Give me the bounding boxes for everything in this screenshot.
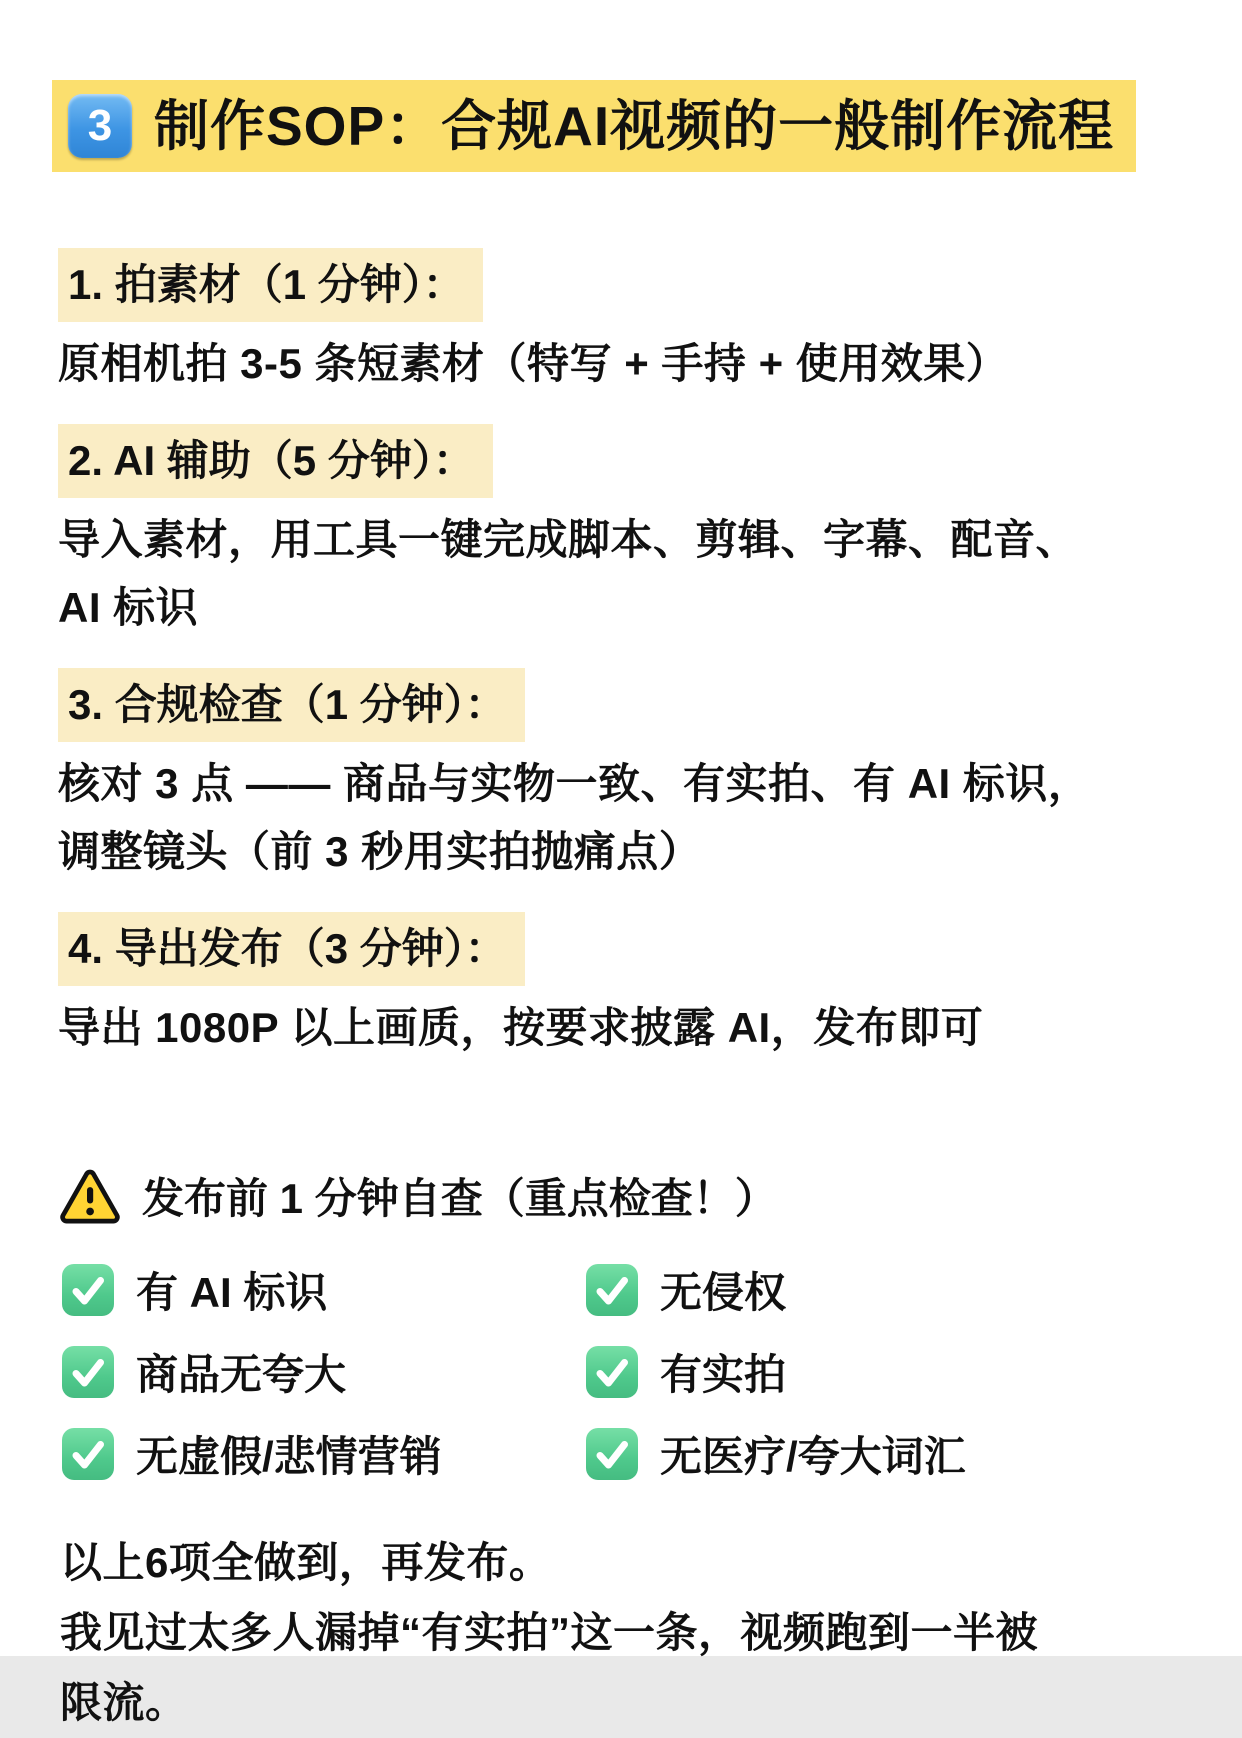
checklist-item	[584, 1342, 1186, 1402]
checklist-item-label: 商品无夸大	[136, 1351, 347, 1398]
check-icon	[584, 1426, 640, 1482]
step-4-heading: 4. 导出发布（3 分钟）：	[58, 912, 525, 986]
step-3-heading: 3. 合规检查（1 分钟）：	[58, 668, 525, 742]
warning-icon	[60, 1168, 120, 1224]
footer-line: 限流。	[60, 1679, 188, 1726]
step-4	[58, 912, 1186, 1062]
check-icon	[584, 1344, 640, 1400]
checklist-item-label: 有实拍	[660, 1351, 787, 1398]
checklist-item	[584, 1424, 1186, 1484]
checklist-item-label: 有 AI 标识	[136, 1269, 328, 1316]
check-icon	[60, 1344, 116, 1400]
page-title-band	[52, 80, 1136, 172]
step-3	[58, 668, 1186, 886]
checklist-item-label: 无侵权	[660, 1269, 787, 1316]
checklist-item	[60, 1260, 584, 1320]
check-icon	[584, 1262, 640, 1318]
keycap-3-icon	[68, 94, 132, 158]
footer-line: 我见过太多人漏掉“有实拍”这一条，视频跑到一半被	[60, 1609, 1039, 1656]
step-4-body-line: 导出 1080P 以上画质，按要求披露 AI，发布即可	[58, 1004, 984, 1051]
step-1-body-line: 原相机拍 3-5 条短素材（特写 + 手持 + 使用效果）	[58, 340, 1009, 387]
step-2	[58, 424, 1186, 642]
selfcheck-checklist	[60, 1260, 1186, 1484]
selfcheck-heading-text: 发布前 1 分钟自查（重点检查！）	[142, 1175, 777, 1222]
page-title: 制作SOP：合规AI视频的一般制作流程	[154, 94, 1115, 157]
step-3-body-line: 调整镜头（前 3 秒用实拍抛痛点）	[58, 828, 702, 875]
step-1-heading: 1. 拍素材（1 分钟）：	[58, 248, 483, 322]
footer-remarks	[60, 1528, 1186, 1738]
checklist-item-label: 无医疗/夸大词汇	[660, 1433, 966, 1480]
checklist-item	[60, 1424, 584, 1484]
checklist-item	[60, 1342, 584, 1402]
step-2-body-line: AI 标识	[58, 584, 199, 631]
step-3-body-line: 核对 3 点 —— 商品与实物一致、有实拍、有 AI 标识，	[58, 760, 1091, 807]
checklist-item	[584, 1260, 1186, 1320]
keycap-3-digit: 3	[87, 101, 113, 150]
check-icon	[60, 1426, 116, 1482]
selfcheck-section	[60, 1166, 1186, 1484]
check-icon	[60, 1262, 116, 1318]
step-1	[58, 248, 1186, 398]
step-2-body-line: 导入素材，用工具一键完成脚本、剪辑、字幕、配音、	[58, 516, 1079, 563]
selfcheck-heading-row	[60, 1166, 1186, 1226]
checklist-item-label: 无虚假/悲情营销	[136, 1433, 442, 1480]
footer-line: 以上6项全做到，再发布。	[60, 1539, 552, 1586]
step-2-heading: 2. AI 辅助（5 分钟）：	[58, 424, 493, 498]
